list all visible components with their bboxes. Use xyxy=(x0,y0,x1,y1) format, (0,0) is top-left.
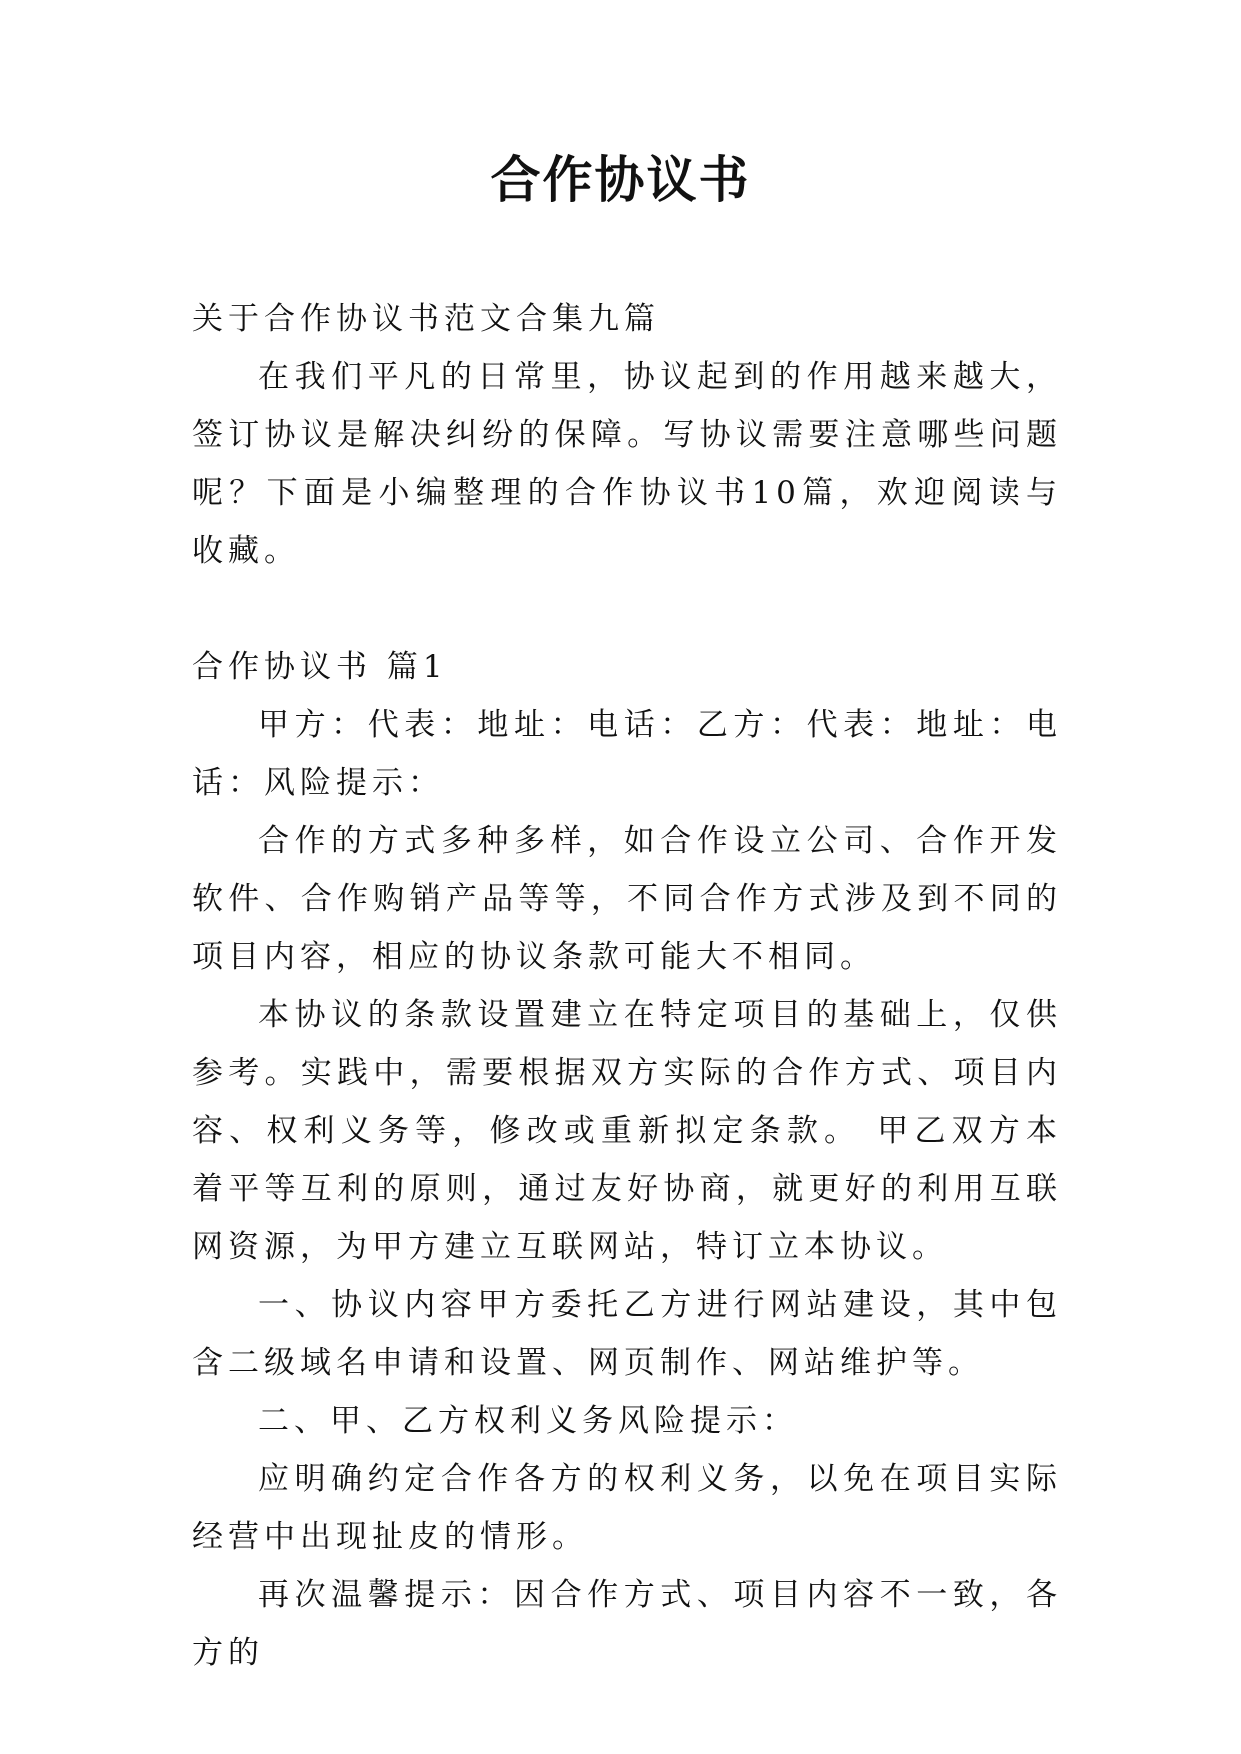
document-body xyxy=(192,290,1062,1682)
intro-paragraph: 在我们平凡的日常里，协议起到的作用越来越大，签订协议是解决纠纷的保障。写协议需要注意哪些问题呢？下面是小编整理的合作协议书10篇，欢迎阅读与收藏。 xyxy=(192,359,1062,569)
paragraph-cooperation-modes: 合作的方式多种多样，如合作设立公司、合作开发软件、合作购销产品等等，不同合作方式涉及到不同的项目内容，相应的协议条款可能大不相同。 xyxy=(192,823,1062,975)
paragraph-terms-basis: 本协议的条款设置建立在特定项目的基础上，仅供参考。实践中，需要根据双方实际的合作方式、项目内容、权利义务等，修改或重新拟定条款。 甲乙双方本着平等互利的原则，通过友好协商，就更好的利用互联网资源，为甲方建立互联网站，特订立本协议。 xyxy=(192,997,1062,1265)
paragraph-agreement-content: 一、协议内容甲方委托乙方进行网站建设，其中包含二级域名申请和设置、网页制作、网站维护等。 xyxy=(192,1287,1062,1381)
document-title: 合作协议书 xyxy=(490,150,751,209)
paragraph-rights-obligations: 应明确约定合作各方的权利义务，以免在项目实际经营中出现扯皮的情形。 xyxy=(192,1461,1062,1555)
section-heading: 合作协议书 篇1 xyxy=(192,649,448,685)
paragraph-rights-obligations-heading: 二、甲、乙方权利义务风险提示： xyxy=(258,1403,798,1439)
paragraph-parties: 甲方：代表：地址：电话：乙方：代表：地址：电话：风险提示： xyxy=(192,707,1062,801)
document-subtitle: 关于合作协议书范文合集九篇 xyxy=(192,301,660,337)
section-spacer xyxy=(192,580,1062,638)
paragraph-reminder: 再次温馨提示：因合作方式、项目内容不一致，各方的 xyxy=(192,1577,1062,1671)
